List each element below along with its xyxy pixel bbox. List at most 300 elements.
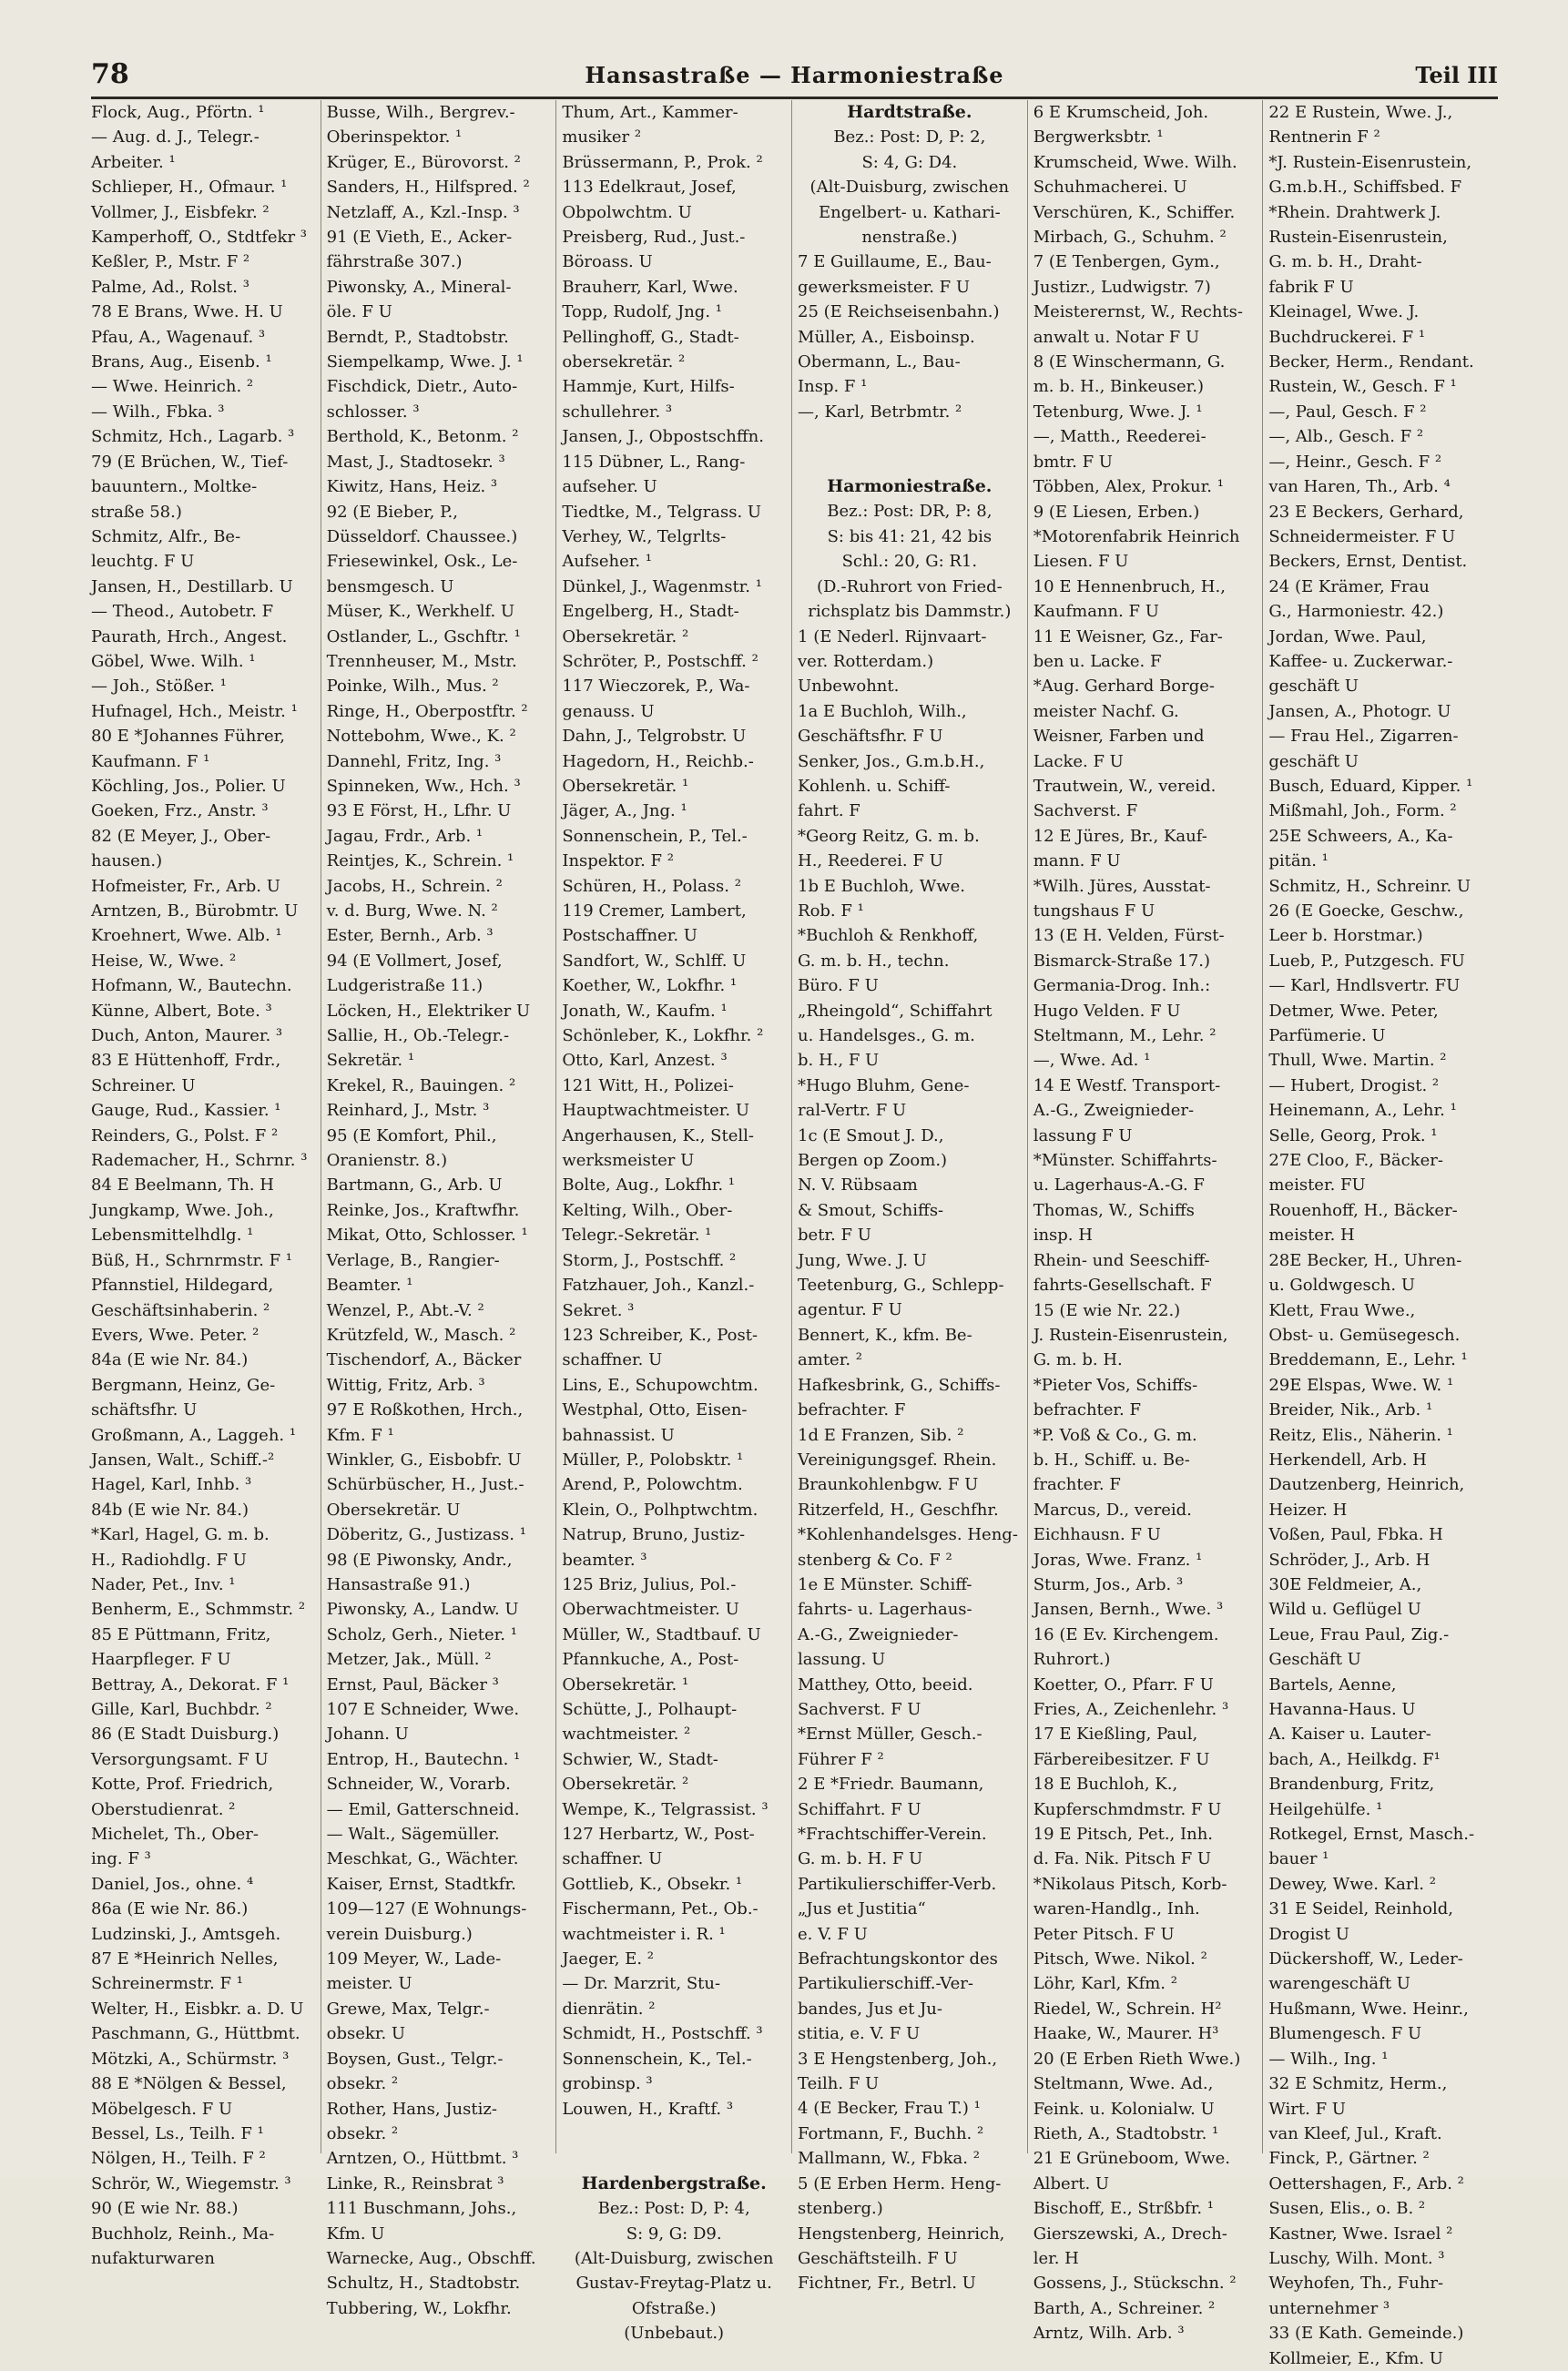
directory-entry-line: Koetter, O., Pfarr. F U xyxy=(1033,1674,1214,1694)
directory-entry-line: Jacobs, H., Schrein. ² xyxy=(326,876,503,896)
directory-entry-line: 121 Witt, H., Polizei- xyxy=(562,1075,734,1095)
directory-entry-line: schullehrer. ³ xyxy=(562,402,673,422)
directory-entry-line: Sachverst. F U xyxy=(798,1699,921,1719)
directory-entry-line: ing. F ³ xyxy=(91,1849,151,1869)
directory-entry-line: Hagel, Karl, Inhb. ³ xyxy=(91,1475,252,1495)
directory-entry-line: Obpolwchtm. U xyxy=(562,202,692,222)
directory-entry-line: Buchholz, Reinh., Ma- xyxy=(91,2223,275,2244)
directory-entry-line: Schürbüscher, H., Just.- xyxy=(326,1475,524,1495)
directory-entry-line: Fortmann, F., Buchh. ² xyxy=(798,2123,984,2143)
directory-entry-line: Obst- u. Gemüsegesch. xyxy=(1268,1325,1461,1345)
directory-entry-line: Schneider, W., Vorarb. xyxy=(326,1775,511,1795)
directory-entry-line: Schlieper, H., Ofmaur. ¹ xyxy=(91,178,288,198)
directory-entry-line: schaffner. U xyxy=(562,1350,663,1370)
directory-entry-line: Goeken, Frz., Anstr. ³ xyxy=(91,801,269,821)
page-number: 78 xyxy=(91,58,129,90)
directory-entry-line: Beamter. ¹ xyxy=(326,1276,413,1296)
directory-entry-line: Verlage, B., Rangier- xyxy=(326,1250,500,1270)
directory-entry-line: Dannehl, Fritz, Ing. ³ xyxy=(326,751,502,771)
directory-entry-line: Reinhard, J., Mstr. ³ xyxy=(326,1101,490,1121)
directory-entry-line: (Alt-Duisburg, zwischen xyxy=(574,2248,774,2268)
directory-entry-line: Blumengesch. F U xyxy=(1268,2024,1422,2044)
directory-entry-line: Michelet, Th., Ober- xyxy=(91,1825,259,1845)
directory-entry-line: (D.-Ruhrort von Fried- xyxy=(816,576,1003,596)
directory-entry-line: Löhr, Karl, Kfm. ² xyxy=(1033,1974,1177,1994)
directory-entry-line: Pfau, A., Wagenauf. ³ xyxy=(91,327,266,347)
directory-entry-line: Weyhofen, Th., Fuhr- xyxy=(1268,2274,1444,2294)
directory-entry-line: meister. FU xyxy=(1268,1175,1366,1196)
directory-entry-line: 10 E Hennenbruch, H., xyxy=(1033,576,1226,596)
directory-entry-line: befrachter. F xyxy=(1033,1400,1141,1420)
directory-entry-line: 15 (E wie Nr. 22.) xyxy=(1033,1300,1181,1320)
directory-entry-line: Gossens, J., Stückschn. ² xyxy=(1033,2274,1237,2294)
directory-entry-line: 92 (E Bieber, P., xyxy=(326,502,458,522)
directory-entry-line: Germania-Drog. Inh.: xyxy=(1033,976,1211,996)
directory-entry-line: —, Karl, Betrbmtr. ² xyxy=(798,402,962,422)
directory-entry-line: Bismarck-Straße 17.) xyxy=(1033,951,1211,971)
directory-entry-line: Sturm, Jos., Arb. ³ xyxy=(1033,1574,1184,1594)
directory-entry-line: Schreinermstr. F ¹ xyxy=(91,1974,243,1994)
directory-entry-line: bauuntern., Moltke- xyxy=(91,477,258,497)
directory-entry-line: Rieth, A., Stadtobstr. ¹ xyxy=(1033,2123,1219,2143)
directory-entry-line: Linke, R., Reinsbrat ³ xyxy=(326,2173,504,2193)
directory-entry-line: Meschkat, G., Wächter. xyxy=(326,1849,519,1869)
directory-entry-line: *Frachtschiffer-Verein. xyxy=(798,1825,987,1844)
directory-entry-line: 23 E Beckers, Gerhard, xyxy=(1268,502,1464,522)
directory-entry-line: stitia, e. V. F U xyxy=(798,2024,921,2044)
directory-entry-line: Jordan, Wwe. Paul, xyxy=(1268,626,1427,646)
directory-entry-line: 91 (E Vieth, E., Acker- xyxy=(326,228,513,248)
directory-entry-line: meister. U xyxy=(326,1974,412,1994)
directory-entry-line: Schönleber, K., Lokfhr. ² xyxy=(562,1026,764,1046)
directory-entry-line: Kfm. F ¹ xyxy=(326,1425,394,1445)
directory-entry-line: meister. H xyxy=(1268,1226,1355,1246)
directory-entry-line: Döberitz, G., Justizass. ¹ xyxy=(326,1525,526,1545)
directory-entry-line: Engelbert- u. Kathari- xyxy=(819,202,1001,222)
directory-entry-line: Matthey, Otto, beeid. xyxy=(798,1674,973,1694)
directory-entry-line: lassung F U xyxy=(1033,1125,1133,1145)
directory-entry-line: Mast, J., Stadtosekr. ³ xyxy=(326,452,505,472)
directory-entry-line: Brauherr, Karl, Wwe. xyxy=(562,277,738,297)
directory-entry-line: 82 (E Meyer, J., Ober- xyxy=(91,826,271,846)
directory-entry-line: Reinders, G., Polst. F ² xyxy=(91,1125,279,1145)
directory-entry-line: 84 E Beelmann, Th. H xyxy=(91,1175,274,1196)
directory-entry-line: Bartmann, G., Arb. U xyxy=(326,1175,503,1196)
directory-entry-line: bahnassist. U xyxy=(562,1425,675,1445)
directory-entry-line: Reintjes, K., Schrein. ¹ xyxy=(326,851,514,871)
directory-entry-line: Berndt, P., Stadtobstr. xyxy=(326,327,509,347)
street-heading: Hardenbergstraße. xyxy=(581,2173,767,2193)
directory-entry-line: Kupferschmdmstr. F U xyxy=(1033,1799,1222,1819)
directory-entry-line: Büro. F U xyxy=(798,976,879,996)
directory-entry-line: — Emil, Gatterschneid. xyxy=(326,1799,520,1819)
directory-entry-line: lassung. U xyxy=(798,1650,886,1670)
directory-entry-line: Jansen, J., Obpostschffn. xyxy=(562,427,764,447)
page-header xyxy=(91,56,1498,99)
directory-entry-line: Geschäftsteilh. F U xyxy=(798,2248,958,2268)
directory-entry-line: G. m. b. H., techn. xyxy=(798,951,950,971)
directory-entry-line: Jansen, Bernh., Wwe. ³ xyxy=(1033,1600,1224,1620)
page-title: Hansastraße — Harmoniestraße xyxy=(585,62,1004,88)
directory-entry-line: 79 (E Brüchen, W., Tief- xyxy=(91,452,289,472)
directory-entry-line: Steltmann, M., Lehr. ² xyxy=(1033,1026,1217,1046)
directory-entry-line: 21 E Grüneboom, Wwe. xyxy=(1033,2149,1230,2169)
directory-entry-line: Inspektor. F ² xyxy=(562,851,674,871)
directory-entry-line: Rustein-Eisenrustein, xyxy=(1268,228,1448,248)
directory-entry-line: Haake, W., Maurer. H³ xyxy=(1033,2024,1219,2044)
directory-entry-line: Sekretär. ¹ xyxy=(326,1051,415,1071)
directory-entry-line: Fatzhauer, Joh., Kanzl.- xyxy=(562,1276,755,1296)
directory-entry-line: unternehmer ³ xyxy=(1268,2298,1390,2318)
directory-entry-line: — Walt., Sägemüller. xyxy=(326,1825,500,1845)
directory-entry-line: Eichhausn. F U xyxy=(1033,1525,1161,1545)
directory-entry-line: Angerhausen, K., Stell- xyxy=(562,1125,754,1145)
directory-entry-line: stenberg.) xyxy=(798,2199,883,2219)
directory-entry-line: —, Alb., Gesch. F ² xyxy=(1268,427,1424,447)
directory-entry-line: Rentnerin F ² xyxy=(1268,127,1380,148)
directory-entry-line: Rob. F ¹ xyxy=(798,901,864,921)
directory-entry-line: Bez.: Post: D, P: 4, xyxy=(597,2199,750,2219)
directory-entry-line: *P. Voß & Co., G. m. xyxy=(1033,1425,1197,1445)
directory-entry-line: fahrt. F xyxy=(798,801,860,821)
spacer xyxy=(798,424,1022,449)
directory-entry-line: Köchling, Jos., Polier. U xyxy=(91,776,286,796)
directory-entry-line: Koether, W., Lokfhr. ¹ xyxy=(562,976,738,996)
directory-entry-line: Braunkohlenbgw. F U xyxy=(798,1475,979,1495)
directory-entry-line: tungshaus F U xyxy=(1033,901,1156,921)
directory-entry-line: — Wilh., Ing. ¹ xyxy=(1268,2049,1389,2069)
directory-entry-line: N. V. Rübsaam xyxy=(798,1175,918,1196)
directory-entry-line: Brandenburg, Fritz, xyxy=(1268,1775,1435,1795)
directory-entry-line: Jansen, H., Destillarb. U xyxy=(91,576,293,596)
directory-entry-line: 109—127 (E Wohnungs- xyxy=(326,1899,527,1919)
directory-entry-line: Selle, Georg, Prok. ¹ xyxy=(1268,1125,1438,1145)
directory-entry-line: Nottebohm, Wwe., K. ² xyxy=(326,727,516,747)
directory-entry-line: — Wwe. Heinrich. ² xyxy=(91,377,254,397)
directory-entry-line: Sekret. ³ xyxy=(562,1300,635,1320)
directory-entry-line: 107 E Schneider, Wwe. xyxy=(326,1700,520,1719)
directory-entry-line: 84b (E wie Nr. 84.) xyxy=(91,1500,249,1520)
directory-entry-line: schäftsfhr. U xyxy=(91,1400,198,1420)
directory-entry-line: wachtmeister i. R. ¹ xyxy=(562,1924,726,1944)
directory-entry-line: Schrör, W., Wiegemstr. ³ xyxy=(91,2173,291,2193)
directory-entry-line: leuchtg. F U xyxy=(91,552,195,572)
directory-entry-line: 117 Wieczorek, P., Wa- xyxy=(562,677,750,697)
directory-entry-line: Lueb, P., Putzgesch. FU xyxy=(1268,951,1465,971)
directory-entry-line: amter. ² xyxy=(798,1350,862,1370)
directory-entry-line: Rotkegel, Ernst, Masch.- xyxy=(1268,1825,1475,1845)
directory-entry-line: *Aug. Gerhard Borge- xyxy=(1033,677,1215,697)
directory-entry-line: Heinemann, A., Lehr. ¹ xyxy=(1268,1101,1457,1121)
directory-entry-line: Wenzel, P., Abt.-V. ² xyxy=(326,1300,484,1320)
directory-entry-line: Tischendorf, A., Bäcker xyxy=(326,1350,522,1370)
directory-entry-line: Marcus, D., vereid. xyxy=(1033,1500,1192,1520)
directory-entry-line: Kaufmann. F U xyxy=(1033,602,1159,622)
directory-entry-line: „Jus et Justitia“ xyxy=(798,1899,926,1919)
directory-entry-line: Obersekretär. ² xyxy=(562,1775,689,1795)
directory-entry-line: Klein, O., Polhptwchtm. xyxy=(562,1500,759,1520)
directory-entry-line: 111 Buschmann, Johs., xyxy=(326,2199,517,2219)
directory-entry-line: Rouenhoff, H., Bäcker- xyxy=(1268,1200,1458,1220)
directory-entry-line: Künne, Albert, Bote. ³ xyxy=(91,1001,272,1021)
directory-entry-line: obersekretär. ² xyxy=(562,352,686,372)
directory-entry-line: Insp. F ¹ xyxy=(798,377,868,397)
directory-entry-line: Siempelkamp, Wwe. J. ¹ xyxy=(326,352,524,372)
directory-entry-line: geschäft U xyxy=(1268,751,1359,771)
directory-entry-line: Partikulierschiffer-Verb. xyxy=(798,1874,997,1894)
directory-entry-line: Drogist U xyxy=(1268,1924,1349,1944)
directory-entry-line: 6 E Krumscheid, Joh. xyxy=(1033,103,1209,122)
directory-entry-line: 97 E Roßkothen, Hrch., xyxy=(326,1400,524,1420)
column-6 xyxy=(1262,100,1498,2368)
directory-entry-line: Bergwerksbtr. ¹ xyxy=(1033,127,1164,148)
directory-entry-line: van Haren, Th., Arb. ⁴ xyxy=(1268,477,1451,497)
directory-entry-line: Oberstudienrat. ² xyxy=(91,1799,236,1819)
directory-entry-line: Kamperhoff, O., Stdtfekr ³ xyxy=(91,228,307,248)
directory-entry-line: Kastner, Wwe. Israel ² xyxy=(1268,2223,1453,2244)
directory-entry-line: u. Lagerhaus-A.-G. F xyxy=(1033,1175,1205,1196)
directory-entry-line: u. Goldwgesch. U xyxy=(1268,1276,1415,1296)
directory-entry-line: schaffner. U xyxy=(562,1849,663,1869)
directory-entry-line: Verhey, W., Telgrlts- xyxy=(562,526,727,546)
directory-entry-line: 5 (E Erben Herm. Heng- xyxy=(798,2173,1002,2193)
directory-entry-line: Boysen, Gust., Telgr.- xyxy=(326,2049,504,2069)
directory-entry-line: *Rhein. Drahtwerk J. xyxy=(1268,202,1441,222)
directory-entry-line: Kohlenh. u. Schiff- xyxy=(798,776,951,796)
directory-entry-line: Hugo Velden. F U xyxy=(1033,1001,1181,1021)
directory-entry-line: Joras, Wwe. Franz. ¹ xyxy=(1033,1550,1203,1570)
directory-entry-line: Thull, Wwe. Martin. ² xyxy=(1268,1051,1447,1071)
directory-entry-line: obsekr. U xyxy=(326,2024,406,2044)
directory-entry-line: Wittig, Fritz, Arb. ³ xyxy=(326,1375,485,1395)
directory-entry-line: 19 E Pitsch, Pet., Inh. xyxy=(1033,1825,1214,1845)
directory-entry-line: Steltmann, Wwe. Ad., xyxy=(1033,2074,1214,2094)
directory-entry-line: (Unbebaut.) xyxy=(624,2324,725,2344)
column-1 xyxy=(91,100,321,2268)
directory-entry-line: u. Handelsges., G. m. xyxy=(798,1026,975,1045)
directory-entry-line: — Hubert, Drogist. ² xyxy=(1268,1075,1440,1095)
directory-entry-line: Becker, Herm., Rendant. xyxy=(1268,352,1474,372)
directory-entry-line: Wirt. F U xyxy=(1268,2099,1346,2119)
directory-entry-line: richsplatz bis Dammstr.) xyxy=(808,602,1012,622)
street-heading: Hardtstraße. xyxy=(847,102,972,122)
directory-entry-line: Sachverst. F xyxy=(1033,801,1138,821)
directory-entry-line: Arntzen, B., Bürobmtr. U xyxy=(91,901,299,921)
directory-entry-line: Winkler, G., Eisbobfr. U xyxy=(326,1450,522,1470)
directory-entry-line: *Karl, Hagel, G. m. b. xyxy=(91,1525,270,1545)
directory-entry-line: Rhein- und Seeschiff- xyxy=(1033,1250,1210,1270)
directory-entry-line: Lacke. F U xyxy=(1033,751,1124,771)
directory-entry-line: Tiedtke, M., Telgrass. U xyxy=(562,502,762,522)
directory-entry-line: 1b E Buchloh, Wwe. xyxy=(798,876,965,896)
directory-entry-line: Többen, Alex, Prokur. ¹ xyxy=(1033,477,1224,497)
directory-entry-line: Sandfort, W., Schlff. U xyxy=(562,951,747,971)
directory-entry-line: bmtr. F U xyxy=(1033,452,1113,472)
directory-entry-line: Schmitz, Hch., Lagarb. ³ xyxy=(91,427,295,447)
directory-entry-line: Rademacher, H., Schrnr. ³ xyxy=(91,1151,308,1171)
directory-entry-line: Nölgen, H., Teilh. F ² xyxy=(91,2149,266,2169)
directory-entry-line: Engelberg, H., Stadt- xyxy=(562,602,739,622)
directory-entry-line: 29E Elspas, Wwe. W. ¹ xyxy=(1268,1375,1454,1395)
directory-entry-line: Gierszewski, A., Drech- xyxy=(1033,2223,1227,2244)
directory-entry-line: Fries, A., Zeichenlehr. ³ xyxy=(1033,1700,1229,1719)
directory-entry-line: warengeschäft U xyxy=(1268,1974,1410,1994)
directory-columns xyxy=(91,100,1498,2368)
directory-entry-line: bauer ¹ xyxy=(1268,1849,1329,1869)
directory-entry-line: straße 58.) xyxy=(91,502,182,522)
spacer xyxy=(562,2122,786,2146)
directory-entry-line: v. d. Burg, Wwe. N. ² xyxy=(326,901,498,921)
directory-entry-line: 25E Schweers, A., Ka- xyxy=(1268,826,1453,846)
directory-entry-line: *Nikolaus Pitsch, Korb- xyxy=(1033,1874,1227,1894)
directory-entry-line: Oberinspektor. ¹ xyxy=(326,127,463,148)
directory-entry-line: Oberwachtmeister. U xyxy=(562,1600,739,1620)
directory-entry-line: 113 Edelkraut, Josef, xyxy=(562,178,737,198)
directory-entry-line: Schmitz, Alfr., Be- xyxy=(91,526,241,546)
directory-entry-line: Dahn, J., Telgrobstr. U xyxy=(562,727,747,747)
directory-entry-line: 25 (E Reichseisenbahn.) xyxy=(798,302,1000,322)
directory-entry-line: Peter Pitsch. F U xyxy=(1033,1924,1175,1944)
directory-entry-line: G., Harmoniestr. 42.) xyxy=(1268,602,1444,622)
directory-entry-line: anwalt u. Notar F U xyxy=(1033,327,1200,347)
directory-entry-line: 127 Herbartz, W., Post- xyxy=(562,1825,755,1845)
directory-entry-line: Kroehnert, Wwe. Alb. ¹ xyxy=(91,926,282,946)
directory-entry-line: 1d E Franzen, Sib. ² xyxy=(798,1425,964,1445)
directory-entry-line: Ruhrort.) xyxy=(1033,1650,1111,1670)
directory-entry-line: Entrop, H., Bautechn. ¹ xyxy=(326,1749,521,1769)
directory-entry-line: Geschäftsfhr. F U xyxy=(798,727,943,747)
directory-entry-line: 119 Cremer, Lambert, xyxy=(562,901,747,921)
directory-entry-line: Parfümerie. U xyxy=(1268,1026,1386,1046)
directory-entry-line: 7 (E Tenbergen, Gym., xyxy=(1033,252,1220,272)
directory-entry-line: Bennert, K., kfm. Be- xyxy=(798,1325,972,1345)
directory-entry-line: 109 Meyer, W., Lade- xyxy=(326,1949,502,1969)
directory-entry-line: Weisner, Farben und xyxy=(1033,727,1205,747)
directory-entry-line: Ernst, Paul, Bäcker ³ xyxy=(326,1674,499,1694)
directory-entry-line: Scholz, Gerh., Nieter. ¹ xyxy=(326,1624,517,1644)
directory-entry-line: genauss. U xyxy=(562,701,655,721)
directory-entry-line: Breddemann, E., Lehr. ¹ xyxy=(1268,1350,1468,1370)
directory-entry-line: Färbereibesitzer. F U xyxy=(1033,1749,1210,1769)
directory-entry-line: mann. F U xyxy=(1033,851,1121,871)
directory-entry-line: Schüren, H., Polass. ² xyxy=(562,876,741,896)
directory-entry-line: Bez.: Post: DR, P: 8, xyxy=(827,502,993,522)
directory-entry-line: *Hugo Bluhm, Gene- xyxy=(798,1075,970,1095)
directory-entry-line: Kaufmann. F ¹ xyxy=(91,751,210,771)
directory-entry-line: Mikat, Otto, Schlosser. ¹ xyxy=(326,1226,528,1246)
directory-entry-line: Schröter, P., Postschff. ² xyxy=(562,651,759,671)
directory-entry-line: van Kleef, Jul., Kraft. xyxy=(1268,2123,1442,2143)
directory-entry-line: Sonnenschein, P., Tel.- xyxy=(562,826,748,846)
directory-entry-line: hausen.) xyxy=(91,851,163,871)
directory-entry-line: öle. F U xyxy=(326,302,392,322)
directory-entry-line: *Kohlenhandelsges. Heng- xyxy=(798,1525,1018,1545)
directory-entry-line: Dewey, Wwe. Karl. ² xyxy=(1268,1874,1436,1894)
directory-entry-line: Partikulierschiff.-Ver- xyxy=(798,1974,973,1994)
directory-entry-line: Jagau, Frdr., Arb. ¹ xyxy=(326,826,484,846)
directory-entry-line: Müller, W., Stadtbauf. U xyxy=(562,1624,761,1644)
column-2 xyxy=(321,100,556,2318)
directory-entry-line: 95 (E Komfort, Phil., xyxy=(326,1125,497,1145)
directory-entry-line: Fischermann, Pet., Ob.- xyxy=(562,1899,759,1919)
directory-entry-line: Löcken, H., Elektriker U xyxy=(326,1001,531,1021)
directory-entry-line: bach, A., Heilkdg. F¹ xyxy=(1268,1749,1441,1769)
directory-entry-line: 16 (E Ev. Kirchengem. xyxy=(1033,1624,1219,1644)
column-5 xyxy=(1027,100,1263,2344)
directory-entry-line: Busch, Eduard, Kipper. ¹ xyxy=(1268,776,1473,796)
directory-entry-line: beamter. ³ xyxy=(562,1550,647,1570)
directory-entry-line: Gustav-Freytag-Platz u. xyxy=(575,2274,772,2294)
directory-entry-line: S: 9, G: D9. xyxy=(626,2223,722,2244)
directory-entry-line: S: bis 41: 21, 42 bis xyxy=(827,526,993,546)
directory-entry-line: Bettray, A., Dekorat. F ¹ xyxy=(91,1674,290,1694)
directory-entry-line: Brans, Aug., Eisenb. ¹ xyxy=(91,352,272,372)
directory-entry-line: Hauptwachtmeister. U xyxy=(562,1101,750,1121)
directory-entry-line: Lebensmittelhdlg. ¹ xyxy=(91,1226,254,1246)
directory-entry-line: Ringe, H., Oberpostftr. ² xyxy=(326,701,528,721)
directory-entry-line: Benherm, E., Schmmstr. ² xyxy=(91,1600,306,1620)
directory-entry-line: pitän. ¹ xyxy=(1268,851,1329,871)
directory-entry-line: m. b. H., Binkeuser.) xyxy=(1033,377,1205,397)
directory-entry-line: Hufnagel, Hch., Meistr. ¹ xyxy=(91,701,298,721)
directory-entry-line: Großmann, A., Laggeh. ¹ xyxy=(91,1425,297,1445)
directory-entry-line: Böroass. U xyxy=(562,252,653,272)
directory-entry-line: e. V. F U xyxy=(798,1924,868,1944)
directory-entry-line: Haarpfleger. F U xyxy=(91,1650,231,1670)
directory-entry-line: 86a (E wie Nr. 86.) xyxy=(91,1899,249,1919)
directory-entry-line: Barth, A., Schreiner. ² xyxy=(1033,2298,1216,2318)
directory-entry-line: Arbeiter. ¹ xyxy=(91,152,176,172)
directory-entry-line: Fichtner, Fr., Betrl. U xyxy=(798,2274,976,2294)
directory-entry-line: Trautwein, W., vereid. xyxy=(1033,776,1217,796)
directory-entry-line: Schuhmacherei. U xyxy=(1033,178,1187,198)
directory-entry-line: 1c (E Smout J. D., xyxy=(798,1125,944,1145)
directory-entry-line: Rother, Hans, Justiz- xyxy=(326,2099,497,2119)
directory-entry-line: Bergmann, Heinz, Ge- xyxy=(91,1375,276,1395)
directory-entry-line: 125 Briz, Julius, Pol.- xyxy=(562,1574,737,1594)
directory-entry-line: Hußmann, Wwe. Heinr., xyxy=(1268,1999,1469,2019)
directory-entry-line: Reitz, Elis., Näherin. ¹ xyxy=(1268,1425,1453,1445)
directory-entry-line: Sallie, H., Ob.-Telegr.- xyxy=(326,1026,510,1046)
directory-entry-line: Kaiser, Ernst, Stadtkfr. xyxy=(326,1874,516,1894)
directory-entry-line: Obersekretär. ¹ xyxy=(562,1674,689,1694)
directory-entry-line: stenberg & Co. F ² xyxy=(798,1550,952,1570)
directory-entry-line: Geschäft U xyxy=(1268,1650,1361,1670)
directory-entry-line: Susen, Elis., o. B. ² xyxy=(1268,2199,1426,2219)
directory-entry-line: 27E Cloo, F., Bäcker- xyxy=(1268,1151,1443,1171)
directory-entry-line: insp. H xyxy=(1033,1226,1093,1246)
directory-entry-line: 86 (E Stadt Duisburg.) xyxy=(91,1725,280,1745)
directory-entry-line: — Frau Hel., Zigarren- xyxy=(1268,727,1459,747)
directory-entry-line: —, Wwe. Ad. ¹ xyxy=(1033,1051,1151,1071)
directory-entry-line: Oettershagen, F., Arb. ² xyxy=(1268,2173,1464,2193)
directory-entry-line: *Buchloh & Renkhoff, xyxy=(798,926,979,946)
directory-entry-line: agentur. F U xyxy=(798,1300,902,1320)
directory-entry-line: verein Duisburg.) xyxy=(326,1924,473,1944)
directory-entry-line: 94 (E Vollmert, Josef, xyxy=(326,951,503,971)
directory-entry-line: 98 (E Piwonsky, Andr., xyxy=(326,1550,513,1570)
directory-entry-line: bandes, Jus et Ju- xyxy=(798,1999,942,2019)
directory-entry-line: 20 (E Erben Rieth Wwe.) xyxy=(1033,2049,1241,2069)
directory-entry-line: aufseher. U xyxy=(562,477,657,497)
directory-entry-line: Kollmeier, E., Kfm. U xyxy=(1268,2348,1443,2368)
directory-entry-line: 123 Schreiber, K., Post- xyxy=(562,1325,759,1345)
directory-entry-line: Obersekretär. ¹ xyxy=(562,776,689,796)
directory-entry-line: Schwier, W., Stadt- xyxy=(562,1749,718,1769)
directory-entry-line: Luschy, Wilh. Mont. ³ xyxy=(1268,2248,1445,2268)
directory-entry-line: Kiwitz, Hans, Heiz. ³ xyxy=(326,477,498,497)
directory-entry-line: Schmitz, H., Schreinr. U xyxy=(1268,876,1471,896)
